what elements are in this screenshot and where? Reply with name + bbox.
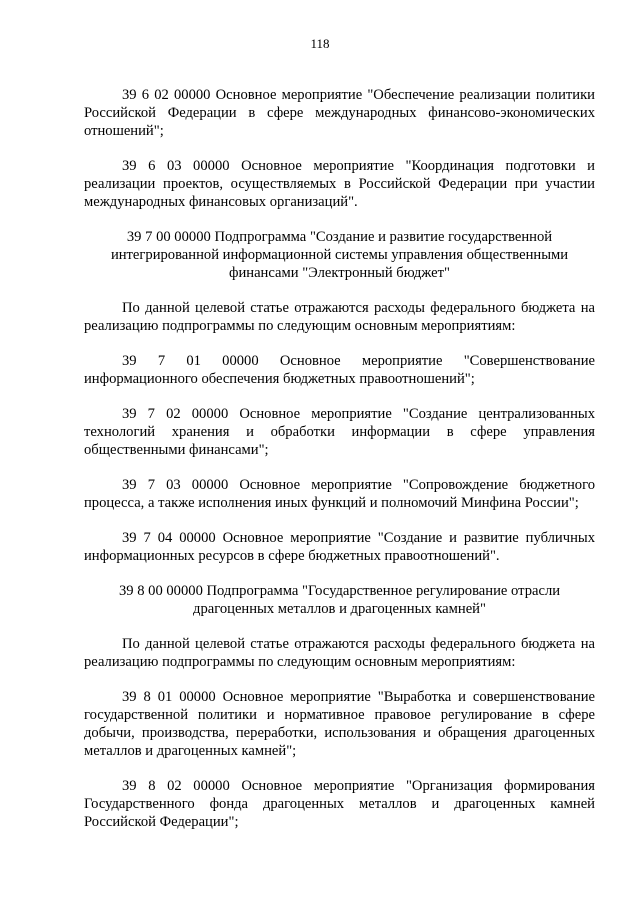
paragraph-39-7-02: 39 7 02 00000 Основное мероприятие "Создание централизованных технологий хранения и обработки информации в сфере управления общественными финансами"; bbox=[84, 406, 595, 458]
paragraph-39-7-03: 39 7 03 00000 Основное мероприятие "Сопровождение бюджетного процесса, а также исполнения иных функций и полномочий Минфина России"; bbox=[84, 477, 595, 511]
paragraph-39-7-04: 39 7 04 00000 Основное мероприятие "Создание и развитие публичных информационных ресурсов в сфере бюджетных правоотношений". bbox=[84, 530, 595, 564]
paragraph-intro-39-7: По данной целевой статье отражаются расходы федерального бюджета на реализацию подпрограммы по следующим основным мероприятиям: bbox=[84, 300, 595, 334]
paragraph-39-8-01: 39 8 01 00000 Основное мероприятие "Выработка и совершенствование государственной политики и нормативное правовое регулирование в сфере добычи, производства, переработки, использования и обращения драгоценных металлов и драгоценных камней"; bbox=[84, 689, 595, 759]
document-body bbox=[84, 86, 595, 848]
subprogram-heading-39-7: 39 7 00 00000 Подпрограмма "Создание и развитие государственной интегрированной информационной системы управления общественными финансами "Электронный бюджет" bbox=[110, 229, 569, 281]
paragraph-39-6-02: 39 6 02 00000 Основное мероприятие "Обеспечение реализации политики Российской Федерации в сфере международных финансово-экономических отношений"; bbox=[84, 87, 595, 139]
paragraph-39-7-01: 39 7 01 00000 Основное мероприятие "Совершенствование информационного обеспечения бюджетных правоотношений"; bbox=[84, 353, 595, 387]
paragraph-39-6-03: 39 6 03 00000 Основное мероприятие "Координация подготовки и реализации проектов, осуществляемых в Российской Федерации при участии международных финансовых организаций". bbox=[84, 158, 595, 210]
paragraph-intro-39-8: По данной целевой статье отражаются расходы федерального бюджета на реализацию подпрограммы по следующим основным мероприятиям: bbox=[84, 636, 595, 670]
page-number: 118 bbox=[310, 36, 330, 51]
subprogram-heading-39-8: 39 8 00 00000 Подпрограмма "Государственное регулирование отрасли драгоценных металлов и драгоценных камней" bbox=[118, 583, 561, 617]
paragraph-39-8-02: 39 8 02 00000 Основное мероприятие "Организация формирования Государственного фонда драгоценных металлов и драгоценных камней Российской Федерации"; bbox=[84, 778, 595, 830]
